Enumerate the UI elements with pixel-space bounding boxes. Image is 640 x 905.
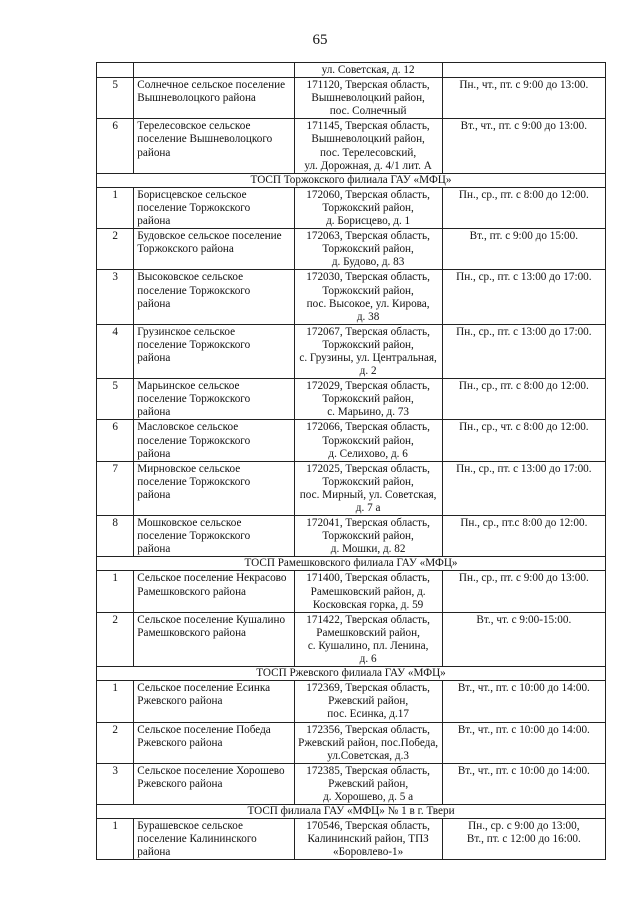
address-line: с. Кушалино, пл. Ленина, (307, 639, 429, 652)
row-number: 2 (97, 612, 134, 666)
address-line: 172063, Тверская область, (306, 230, 430, 243)
table-row (97, 763, 606, 804)
settlement-name-cell (134, 516, 294, 557)
section-title: ТОСП Рамешковского филиала ГАУ «МФЦ» (97, 557, 606, 571)
address-cell (294, 324, 442, 378)
address-cell (294, 229, 442, 270)
row-number: 5 (97, 78, 134, 119)
address-line: 171400, Тверская область, (306, 572, 430, 585)
address-line: пос. Терелесовский, (320, 146, 417, 159)
address-line: 172067, Тверская область, (306, 325, 430, 338)
settlement-name-cell (134, 270, 294, 324)
section-header-row (97, 805, 606, 819)
address-line: Ржевский район, (328, 777, 409, 790)
working-hours-cell (442, 681, 605, 722)
table-row (97, 420, 606, 461)
settlement-name-cell (134, 681, 294, 722)
settlement-name-cell (134, 420, 294, 461)
address-cell (294, 571, 442, 612)
table-row (97, 379, 606, 420)
row-number: 6 (97, 119, 134, 173)
working-hours-cell (442, 461, 605, 515)
address-line: Косковская горка, д. 59 (312, 598, 424, 611)
hours-line: Вт., пт. с 9:00 до 15:00. (469, 230, 579, 243)
address-line: Калининский район, ТПЗ (307, 833, 429, 846)
address-line: пос. Мирный, ул. Советская, (299, 488, 437, 501)
address-line: Торжокский район, (322, 338, 414, 351)
address-cell (294, 516, 442, 557)
name-line: района (137, 543, 171, 556)
row-number: 3 (97, 270, 134, 324)
address-cell (294, 763, 442, 804)
address-line: 172385, Тверская область, (306, 764, 430, 777)
name-line: Сельское поселение Кушалино (137, 613, 286, 626)
name-line: Борисцевское сельское (137, 188, 247, 201)
name-line: Высоковское сельское (137, 271, 244, 284)
address-cell (294, 63, 442, 78)
address-cell (294, 612, 442, 666)
address-line: ул. Советская, д. 12 (321, 64, 415, 76)
address-line: Торжокский район, (322, 284, 414, 297)
working-hours-cell (442, 379, 605, 420)
hours-line: Пн., ср., пт. с 8:00 до 12:00. (458, 380, 589, 393)
name-line: Вышневолоцкого района (137, 92, 256, 105)
name-line: Сельское поселение Победа (137, 723, 271, 736)
row-number: 2 (97, 229, 134, 270)
section-title: ТОСП филиала ГАУ «МФЦ» № 1 в г. Твери (97, 805, 606, 819)
address-line: пос. Солнечный (329, 105, 407, 118)
working-hours-cell (442, 420, 605, 461)
hours-line: Пн., ср., пт.с 8:00 до 12:00. (460, 517, 588, 530)
hours-line: Вт., чт., пт. с 10:00 до 14:00. (457, 682, 590, 695)
section-header-row (97, 557, 606, 571)
table-row (97, 819, 606, 860)
section-header-row (97, 173, 606, 187)
name-line: поселение Торжокского (137, 530, 251, 543)
table-row (97, 571, 606, 612)
hours-line: Пн., чт., пт. с 9:00 до 13:00. (459, 79, 589, 92)
page-number: 65 (312, 32, 328, 48)
address-cell (294, 270, 442, 324)
name-line: Мошковское сельское (137, 517, 242, 530)
working-hours-cell (442, 270, 605, 324)
address-line: 171120, Тверская область, (306, 79, 430, 92)
address-line: 172369, Тверская область, (306, 682, 430, 695)
mfc-offices-table (96, 62, 606, 860)
address-line: с. Марьино, д. 73 (327, 406, 410, 419)
name-line: Терелесовское сельское (137, 120, 251, 133)
name-line: Марьинское сельское (137, 380, 240, 393)
name-line: Сельское поселение Некрасово (137, 572, 287, 585)
address-line: Ржевский район, (328, 695, 409, 708)
hours-line: Вт., пт. с 12:00 до 16:00. (466, 833, 581, 846)
working-hours-cell (442, 516, 605, 557)
address-line: 172060, Тверская область, (306, 188, 430, 201)
row-number: 5 (97, 379, 134, 420)
name-line: района (137, 406, 171, 419)
address-cell (294, 722, 442, 763)
working-hours-cell (442, 324, 605, 378)
table-row (97, 722, 606, 763)
address-line: пос. Есинка, д.17 (327, 708, 409, 721)
table-row (97, 229, 606, 270)
address-line: Торжокский район, (322, 475, 414, 488)
row-number: 3 (97, 763, 134, 804)
name-line: Масловское сельское (137, 421, 239, 434)
address-line: Вышневолоцкий район, (311, 133, 425, 146)
table-row (97, 681, 606, 722)
address-line: 172041, Тверская область, (306, 517, 430, 530)
settlement-name-cell (134, 63, 294, 78)
table-row (97, 119, 606, 173)
hours-line: Пн., ср., пт. с 9:00 до 13:00. (458, 572, 589, 585)
address-line: 171422, Тверская область, (306, 613, 430, 626)
name-line: Рамешковского района (137, 585, 247, 598)
working-hours-cell (442, 722, 605, 763)
section-title: ТОСП Ржевского филиала ГАУ «МФЦ» (97, 667, 606, 681)
name-line: поселение Калининского (137, 833, 257, 846)
address-line: 172356, Тверская область, (306, 723, 430, 736)
address-line: пос. Высокое, ул. Кирова, (306, 297, 430, 310)
name-line: района (137, 351, 171, 364)
name-line: Грузинское сельское (137, 325, 236, 338)
working-hours-cell (442, 229, 605, 270)
address-cell (294, 379, 442, 420)
table-row (97, 612, 606, 666)
name-line: поселение Торжокского (137, 475, 251, 488)
settlement-name-cell (134, 78, 294, 119)
address-line: с. Грузины, ул. Центральная, (299, 351, 437, 364)
table-row (97, 187, 606, 228)
settlement-name-cell (134, 379, 294, 420)
name-line: поселение Торжокского (137, 201, 251, 214)
address-line: Торжокский район, (322, 434, 414, 447)
address-line: д. Мошки, д. 82 (330, 543, 406, 556)
address-line: 172029, Тверская область, (306, 380, 430, 393)
row-number: 2 (97, 722, 134, 763)
address-cell (294, 187, 442, 228)
name-line: Рамешковского района (137, 626, 247, 639)
row-number: 7 (97, 461, 134, 515)
address-line: Рамешковский район, (316, 626, 420, 639)
address-line: Ржевский район, пос.Победа, (298, 736, 439, 749)
name-line: поселение Вышневолоцкого (137, 133, 273, 146)
table-row (97, 78, 606, 119)
hours-line: Вт., чт. с 9:00-15:00. (476, 613, 572, 626)
name-line: района (137, 297, 171, 310)
working-hours-cell (442, 78, 605, 119)
name-line: района (137, 447, 171, 460)
address-line: д. Хорошево, д. 5 а (323, 790, 414, 803)
name-line: поселение Торжокского (137, 338, 251, 351)
section-header-row (97, 667, 606, 681)
name-line: района (137, 215, 171, 228)
name-line: района (137, 146, 171, 159)
working-hours-cell (442, 119, 605, 173)
hours-line: Вт., чт., пт. с 10:00 до 14:00. (457, 764, 590, 777)
hours-line: Вт., чт., пт. с 10:00 до 14:00. (457, 723, 590, 736)
name-line: района (137, 846, 171, 859)
address-line: Рамешковский район, д. (310, 585, 426, 598)
working-hours-cell (442, 819, 605, 860)
address-line: 172025, Тверская область, (306, 462, 430, 475)
working-hours-cell (442, 187, 605, 228)
address-line: Вышневолоцкий район, (311, 92, 425, 105)
address-line: 172030, Тверская область, (306, 271, 430, 284)
hours-line: Пн., ср., пт. с 13:00 до 17:00. (456, 271, 592, 284)
address-line: д. 6 (359, 653, 377, 666)
address-line: д. 38 (356, 310, 380, 323)
address-cell (294, 819, 442, 860)
table-row (97, 461, 606, 515)
settlement-name-cell (134, 119, 294, 173)
section-title: ТОСП Торжокского филиала ГАУ «МФЦ» (97, 173, 606, 187)
row-number: 1 (97, 571, 134, 612)
address-line: Торжокский район, (322, 201, 414, 214)
hours-line: Пн., ср., пт. с 8:00 до 12:00. (458, 188, 589, 201)
name-line: района (137, 488, 171, 501)
working-hours-cell (442, 612, 605, 666)
address-line: Торжокский район, (322, 393, 414, 406)
name-line: Будовское сельское поселение (137, 230, 282, 243)
address-line: д. Борисцево, д. 1 (326, 215, 411, 228)
row-number: 1 (97, 187, 134, 228)
address-line: д. Селихово, д. 6 (328, 447, 408, 460)
hours-line: Вт., чт., пт. с 9:00 до 13:00. (460, 120, 588, 133)
name-line: Солнечное сельское поселение (137, 79, 286, 92)
name-line: Ржевского района (137, 736, 223, 749)
address-line: 170546, Тверская область, (306, 820, 430, 833)
name-line: Торжокского района (137, 243, 234, 256)
table-row (97, 270, 606, 324)
table-row (97, 324, 606, 378)
name-line: поселение Торжокского (137, 284, 251, 297)
address-line: 172066, Тверская область, (306, 421, 430, 434)
address-line: д. Будово, д. 83 (331, 256, 405, 269)
working-hours-cell (442, 63, 605, 78)
name-line: Сельское поселение Хорошево (137, 764, 285, 777)
hours-line: Пн., ср., чт. с 8:00 до 12:00. (459, 421, 589, 434)
address-line: ул. Дорожная, д. 4/1 лит. А (304, 159, 432, 172)
working-hours-cell (442, 763, 605, 804)
address-line: Торжокский район, (322, 243, 414, 256)
table-body (97, 63, 606, 860)
table-row (97, 516, 606, 557)
address-cell (294, 461, 442, 515)
address-line: ул.Советская, д.3 (327, 749, 409, 762)
settlement-name-cell (134, 187, 294, 228)
address-cell (294, 681, 442, 722)
settlement-name-cell (134, 324, 294, 378)
settlement-name-cell (134, 819, 294, 860)
row-number: 1 (97, 819, 134, 860)
address-cell (294, 78, 442, 119)
address-line: «Боровлево-1» (333, 846, 404, 859)
address-line: д. 2 (359, 365, 377, 378)
settlement-name-cell (134, 571, 294, 612)
name-line: Сельское поселение Есинка (137, 682, 271, 695)
name-line: поселение Торжокского (137, 393, 251, 406)
name-line: Мирновское сельское (137, 462, 241, 475)
row-number (97, 63, 134, 78)
hours-line: Пн., ср., пт. с 13:00 до 17:00. (456, 325, 592, 338)
settlement-name-cell (134, 461, 294, 515)
settlement-name-cell (134, 612, 294, 666)
address-line: Торжокский район, (322, 530, 414, 543)
name-line: Ржевского района (137, 695, 223, 708)
address-line: 171145, Тверская область, (306, 120, 430, 133)
address-cell (294, 420, 442, 461)
settlement-name-cell (134, 763, 294, 804)
settlement-name-cell (134, 722, 294, 763)
name-line: Бурашевское сельское (137, 820, 243, 833)
address-cell (294, 119, 442, 173)
hours-line: Пн., ср. с 9:00 до 13:00, (468, 820, 580, 833)
hours-line: Пн., ср., пт. с 13:00 до 17:00. (456, 462, 592, 475)
table-row (97, 63, 606, 78)
row-number: 4 (97, 324, 134, 378)
name-line: поселение Торжокского (137, 434, 251, 447)
address-line: д. 7 а (355, 502, 381, 514)
settlement-name-cell (134, 229, 294, 270)
working-hours-cell (442, 571, 605, 612)
row-number: 8 (97, 516, 134, 557)
name-line: Ржевского района (137, 777, 223, 790)
row-number: 6 (97, 420, 134, 461)
row-number: 1 (97, 681, 134, 722)
